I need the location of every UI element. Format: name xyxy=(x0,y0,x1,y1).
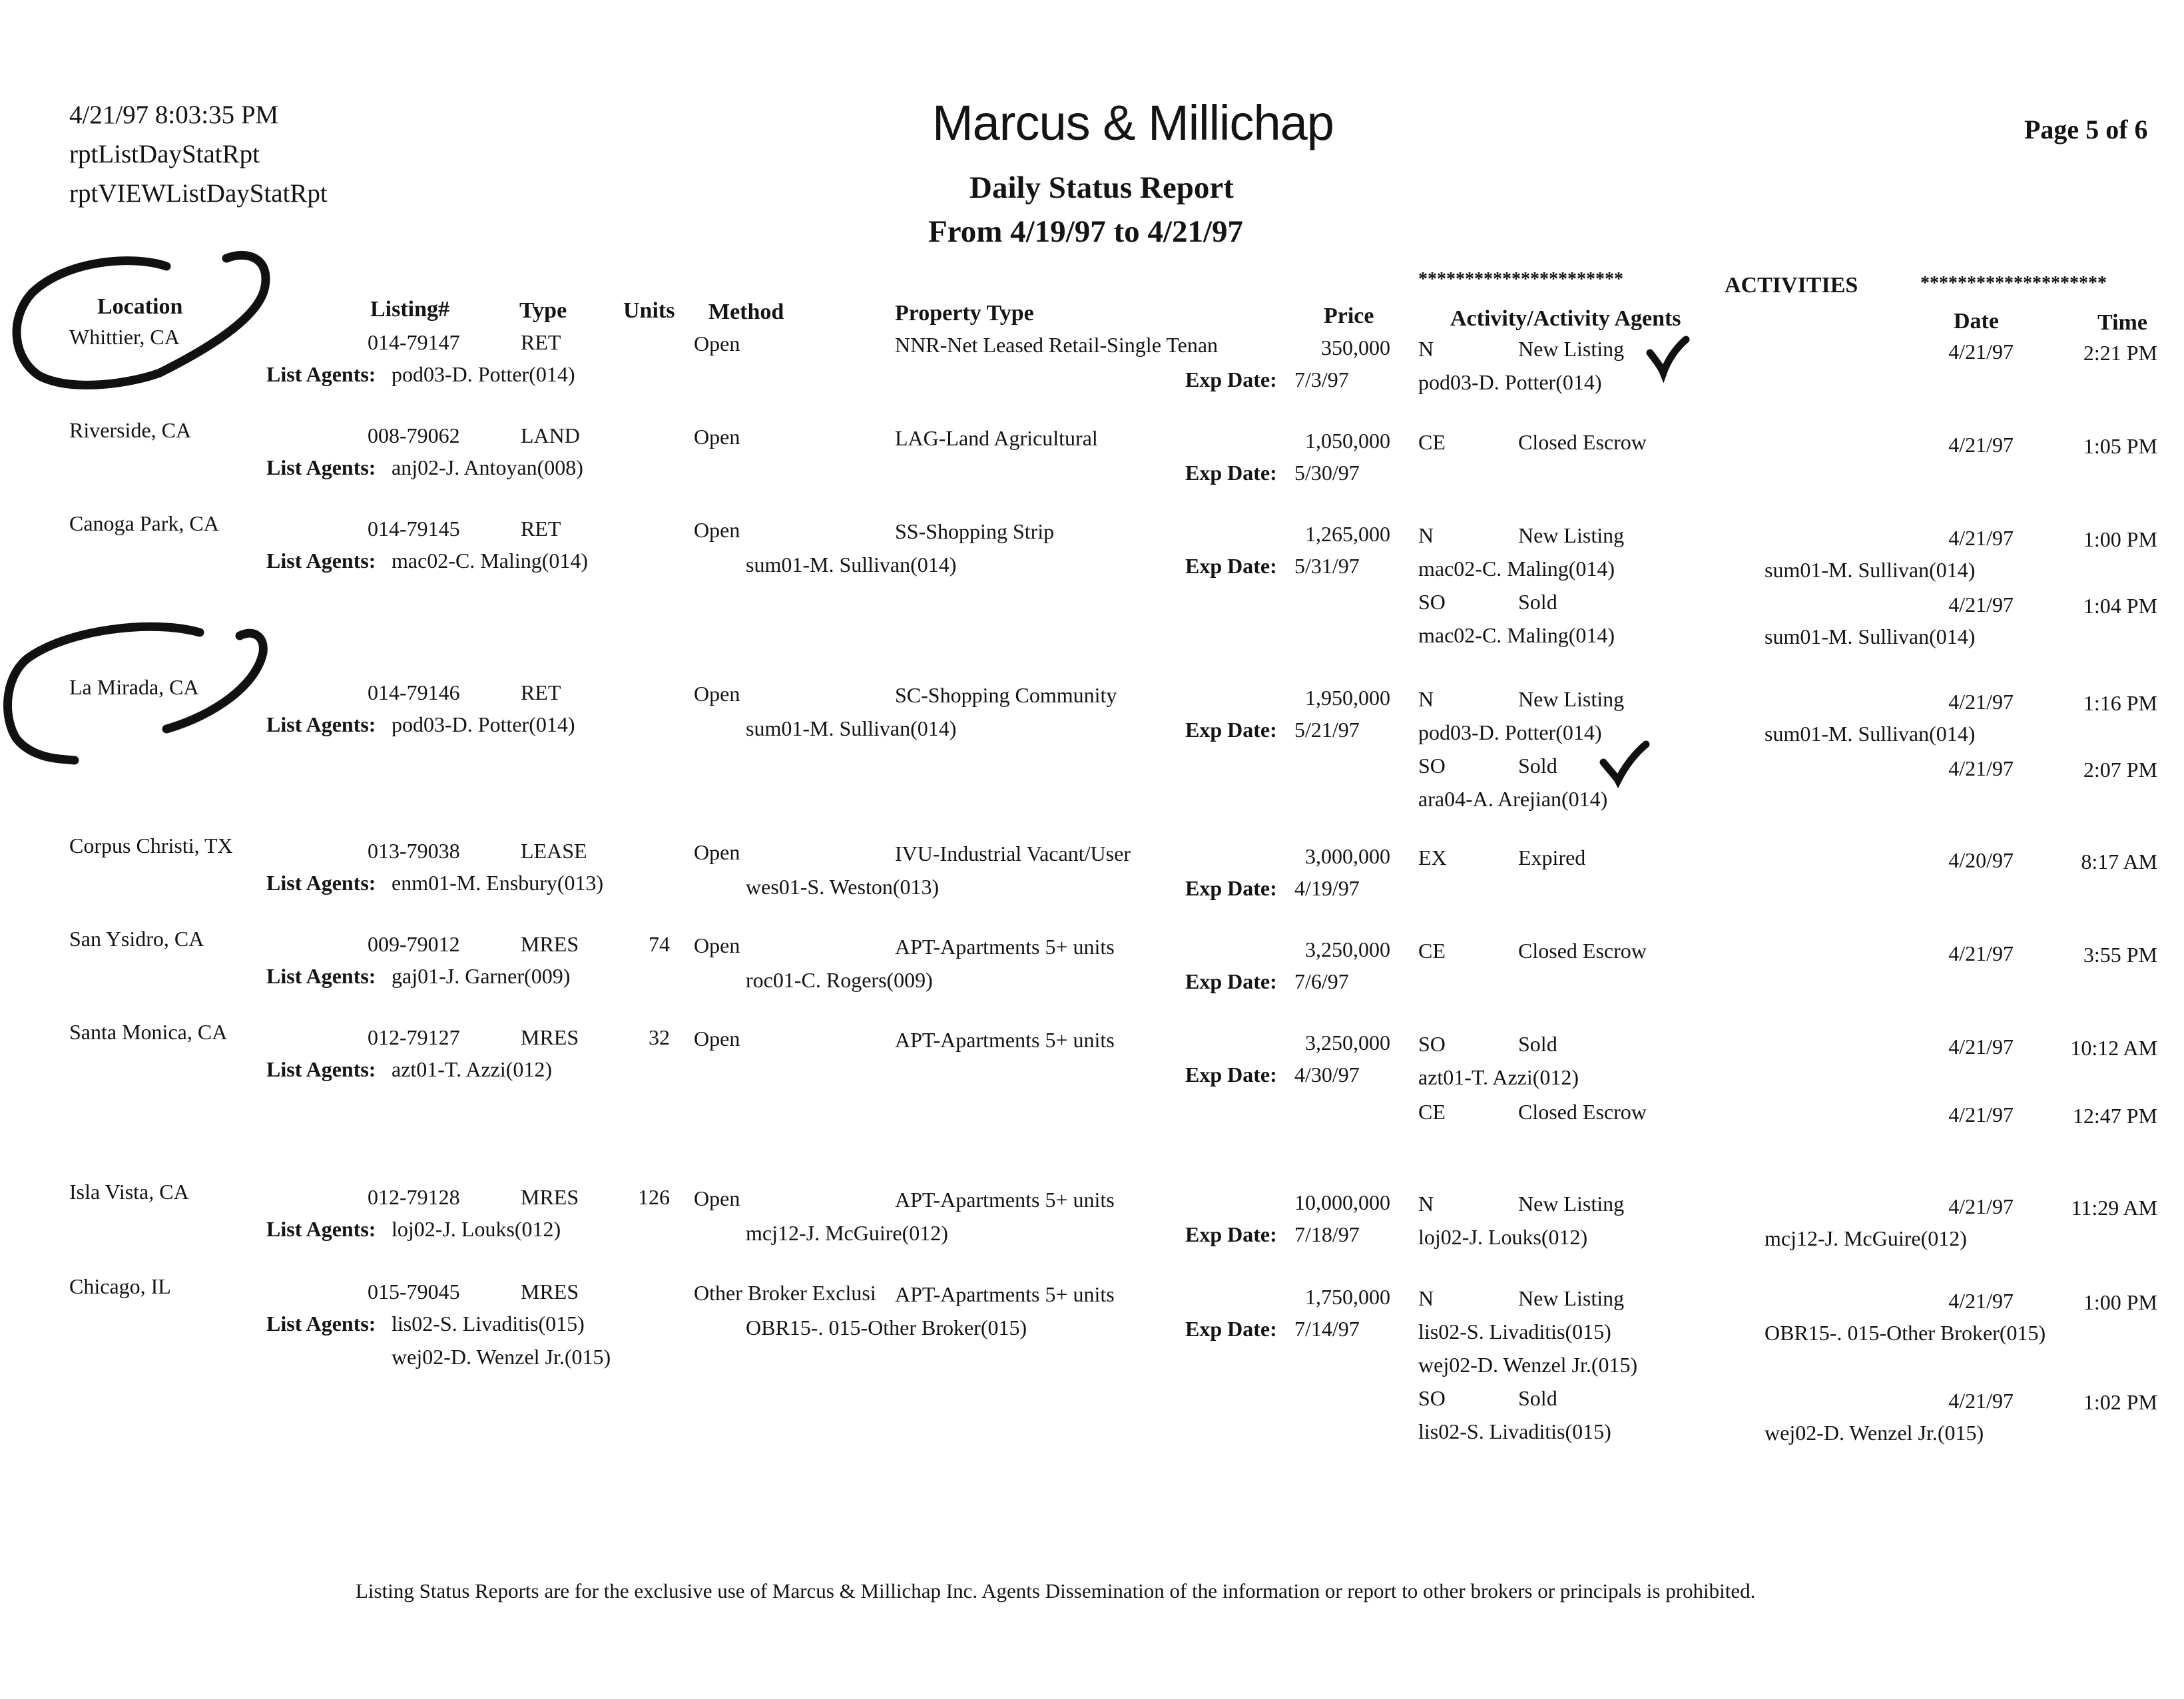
report-date-range: From 4/19/97 to 4/21/97 xyxy=(928,214,1244,249)
exp-date-value: 4/30/97 xyxy=(1294,1063,1360,1087)
listing-number: 012-79128 xyxy=(368,1185,460,1209)
listing-location: Corpus Christi, TX xyxy=(69,834,233,857)
activity-description: New Listing xyxy=(1518,1286,1625,1310)
listing-price: 3,000,000 xyxy=(1305,844,1390,868)
listing-location: La Mirada, CA xyxy=(69,675,199,699)
activity-agent: lis02-S. Livaditis(015) xyxy=(1418,1419,1611,1443)
activity-code: CE xyxy=(1418,939,1446,963)
exp-date-value: 5/21/97 xyxy=(1294,718,1360,742)
activity-time: 8:17 AM xyxy=(2081,850,2157,873)
list-agent-name: azt01-T. Azzi(012) xyxy=(392,1057,553,1081)
activity-description: Closed Escrow xyxy=(1518,1100,1647,1124)
activity-date: 4/21/97 xyxy=(1948,941,2014,965)
exp-date-value: 7/14/97 xyxy=(1294,1317,1360,1341)
listing-method: Other Broker Exclusi xyxy=(694,1281,876,1305)
list-agent-name: enm01-M. Ensbury(013) xyxy=(392,871,604,895)
listing-property-type: APT-Apartments 5+ units xyxy=(895,1028,1115,1052)
listing-type: RET xyxy=(521,517,561,541)
report-timestamp: 4/21/97 8:03:35 PM xyxy=(69,101,279,129)
activities-banner: ACTIVITIES xyxy=(1725,273,1858,298)
listing-number: 009-79012 xyxy=(368,932,460,956)
listing-price: 1,950,000 xyxy=(1305,686,1390,710)
exp-date-value: 5/30/97 xyxy=(1294,461,1360,485)
exp-date-value: 7/6/97 xyxy=(1294,969,1349,993)
activity-description: Sold xyxy=(1518,1032,1557,1056)
activity-date: 4/21/97 xyxy=(1948,1035,2014,1059)
col-location: Location xyxy=(97,294,183,319)
stars-right: ******************** xyxy=(1920,273,2107,294)
activity-time: 1:05 PM xyxy=(2083,434,2157,458)
list-agents-label: List Agents: xyxy=(266,549,376,573)
activity-agent-secondary: sum01-M. Sullivan(014) xyxy=(1765,558,1976,582)
listing-location: Whittier, CA xyxy=(69,325,180,349)
listing-price: 1,265,000 xyxy=(1305,522,1390,546)
exp-date-label: Exp Date: xyxy=(1185,718,1277,742)
activity-description: New Listing xyxy=(1518,1192,1625,1216)
listing-type: MRES xyxy=(521,932,579,956)
activity-code: EX xyxy=(1418,846,1447,869)
listing-property-type: LAG-Land Agricultural xyxy=(895,426,1098,450)
listing-type: RET xyxy=(521,680,561,704)
activity-time: 11:29 AM xyxy=(2071,1196,2157,1220)
col-method: Method xyxy=(708,300,784,324)
exp-date-label: Exp Date: xyxy=(1185,367,1277,391)
listing-price: 3,250,000 xyxy=(1305,937,1390,961)
activity-description: Expired xyxy=(1518,846,1586,869)
stars-left: ********************** xyxy=(1418,269,1623,290)
listing-property-type: SS-Shopping Strip xyxy=(895,519,1055,543)
exp-date-label: Exp Date: xyxy=(1185,554,1277,578)
activity-description: Sold xyxy=(1518,754,1557,778)
col-type: Type xyxy=(519,298,567,323)
listing-price: 1,750,000 xyxy=(1305,1285,1390,1309)
list-agent-name: lis02-S. Livaditis(015) xyxy=(392,1312,585,1335)
activity-code: N xyxy=(1418,523,1434,547)
activity-agent-tertiary: wej02-D. Wenzel Jr.(015) xyxy=(1418,1353,1638,1377)
listing-method: Open xyxy=(694,840,740,864)
activity-agent: loj02-J. Louks(012) xyxy=(1418,1225,1588,1249)
listing-property-type: APT-Apartments 5+ units xyxy=(895,935,1115,959)
activity-agent: pod03-D. Potter(014) xyxy=(1418,370,1602,394)
activity-code: N xyxy=(1418,1192,1434,1216)
page-number: Page 5 of 6 xyxy=(2024,115,2148,144)
check-mark-1 xyxy=(1650,340,1686,373)
list-agent-name: wej02-D. Wenzel Jr.(015) xyxy=(392,1345,611,1369)
listing-property-type: NNR-Net Leased Retail-Single Tenan xyxy=(895,333,1219,357)
circle-mark-whittier xyxy=(17,255,266,385)
activity-description: New Listing xyxy=(1518,523,1625,547)
activity-date: 4/21/97 xyxy=(1948,1102,2014,1126)
activity-agent: mac02-C. Maling(014) xyxy=(1418,623,1615,647)
listing-method: Open xyxy=(694,1186,740,1210)
activity-agent-secondary: OBR15-. 015-Other Broker(015) xyxy=(1765,1321,2046,1345)
activity-code: SO xyxy=(1418,590,1446,614)
listing-price: 10,000,000 xyxy=(1294,1190,1390,1214)
activity-date: 4/21/97 xyxy=(1948,1289,2014,1313)
listing-location: Chicago, IL xyxy=(69,1274,171,1298)
report-view-id: rptVIEWListDayStatRpt xyxy=(69,179,328,208)
activity-code: N xyxy=(1418,337,1434,361)
listing-number: 014-79146 xyxy=(368,680,460,704)
exp-date-label: Exp Date: xyxy=(1185,876,1277,900)
activity-agent-secondary: sum01-M. Sullivan(014) xyxy=(1765,722,1976,746)
activity-agent: ara04-A. Arejian(014) xyxy=(1418,787,1608,811)
listing-units: 126 xyxy=(638,1185,670,1209)
activity-agent: mac02-C. Maling(014) xyxy=(1418,557,1615,581)
col-price: Price xyxy=(1324,304,1374,328)
co-agent-name: sum01-M. Sullivan(014) xyxy=(746,716,957,740)
listing-property-type: APT-Apartments 5+ units xyxy=(895,1282,1115,1306)
exp-date-label: Exp Date: xyxy=(1185,1063,1277,1087)
circle-mark-la-mirada xyxy=(7,626,263,760)
activity-time: 2:21 PM xyxy=(2083,341,2157,365)
activity-agent-secondary: mcj12-J. McGuire(012) xyxy=(1765,1226,1967,1250)
list-agents-label: List Agents: xyxy=(266,964,376,988)
listing-type: LAND xyxy=(521,423,580,447)
activity-date: 4/21/97 xyxy=(1948,690,2014,714)
col-units: Units xyxy=(623,298,675,323)
listing-type: LEASE xyxy=(521,839,587,863)
list-agents-label: List Agents: xyxy=(266,455,376,479)
listing-number: 012-79127 xyxy=(368,1025,460,1049)
listing-method: Open xyxy=(694,1027,740,1051)
exp-date-value: 5/31/97 xyxy=(1294,554,1360,578)
activity-code: SO xyxy=(1418,1032,1446,1056)
listing-units: 32 xyxy=(649,1025,670,1049)
exp-date-label: Exp Date: xyxy=(1185,1222,1277,1246)
activity-time: 10:12 AM xyxy=(2070,1036,2157,1060)
disclaimer: Listing Status Reports are for the exclusive use of Marcus & Millichap Inc. Agents Dissemination of the information or report to other brokers or principals is prohibited. xyxy=(356,1579,1756,1602)
activity-time: 1:00 PM xyxy=(2083,1290,2157,1314)
activity-code: CE xyxy=(1418,1100,1446,1124)
listing-number: 015-79045 xyxy=(368,1280,460,1304)
activity-date: 4/21/97 xyxy=(1948,756,2014,780)
col-date: Date xyxy=(1954,309,1999,334)
list-agents-label: List Agents: xyxy=(266,871,376,895)
activity-time: 2:07 PM xyxy=(2083,758,2157,782)
activity-description: Closed Escrow xyxy=(1518,430,1647,454)
listing-property-type: APT-Apartments 5+ units xyxy=(895,1188,1115,1212)
activity-time: 1:00 PM xyxy=(2083,527,2157,551)
listing-price: 3,250,000 xyxy=(1305,1031,1390,1055)
co-agent-name: sum01-M. Sullivan(014) xyxy=(746,553,957,577)
listing-type: MRES xyxy=(521,1185,579,1209)
listing-method: Open xyxy=(694,332,740,356)
activity-code: SO xyxy=(1418,754,1446,778)
activity-description: Sold xyxy=(1518,590,1557,614)
co-agent-name: mcj12-J. McGuire(012) xyxy=(746,1221,948,1245)
report-title: Daily Status Report xyxy=(969,170,1234,205)
activity-description: New Listing xyxy=(1518,687,1625,711)
co-agent-name: OBR15-. 015-Other Broker(015) xyxy=(746,1316,1027,1339)
listing-price: 1,050,000 xyxy=(1305,429,1390,453)
list-agent-name: loj02-J. Louks(012) xyxy=(392,1217,561,1241)
activity-date: 4/21/97 xyxy=(1948,526,2014,550)
activity-date: 4/21/97 xyxy=(1948,340,2014,364)
col-activity-agents: Activity/Activity Agents xyxy=(1450,306,1681,331)
list-agents-label: List Agents: xyxy=(266,1312,376,1335)
listing-type: MRES xyxy=(521,1280,579,1304)
list-agent-name: pod03-D. Potter(014) xyxy=(392,712,575,736)
col-time: Time xyxy=(2097,310,2147,335)
col-property-type: Property Type xyxy=(895,301,1034,326)
list-agent-name: pod03-D. Potter(014) xyxy=(392,362,575,386)
activity-time: 3:55 PM xyxy=(2083,943,2157,967)
activity-time: 1:16 PM xyxy=(2083,691,2157,715)
activity-date: 4/21/97 xyxy=(1948,593,2014,616)
exp-date-value: 7/3/97 xyxy=(1294,367,1349,391)
check-mark-2 xyxy=(1603,744,1646,780)
listing-method: Open xyxy=(694,682,740,706)
list-agent-name: gaj01-J. Garner(009) xyxy=(392,964,571,988)
co-agent-name: wes01-S. Weston(013) xyxy=(746,875,940,899)
list-agents-label: List Agents: xyxy=(266,1057,376,1081)
exp-date-label: Exp Date: xyxy=(1185,461,1277,485)
listing-units: 74 xyxy=(649,932,670,956)
listing-number: 008-79062 xyxy=(368,423,460,447)
list-agents-label: List Agents: xyxy=(266,1217,376,1241)
company-logo: Marcus & Millichap xyxy=(932,95,1334,150)
co-agent-name: roc01-C. Rogers(009) xyxy=(746,968,933,992)
exp-date-value: 4/19/97 xyxy=(1294,876,1360,900)
exp-date-label: Exp Date: xyxy=(1185,969,1277,993)
activity-agent-secondary: sum01-M. Sullivan(014) xyxy=(1765,624,1976,648)
listing-method: Open xyxy=(694,425,740,449)
listing-number: 014-79147 xyxy=(368,330,460,354)
listing-price: 350,000 xyxy=(1321,336,1390,360)
activity-date: 4/21/97 xyxy=(1948,1389,2014,1413)
activity-agent: lis02-S. Livaditis(015) xyxy=(1418,1320,1611,1343)
listing-location: Canoga Park, CA xyxy=(69,511,219,535)
listing-type: MRES xyxy=(521,1025,579,1049)
listing-location: Riverside, CA xyxy=(69,418,192,442)
activity-date: 4/21/97 xyxy=(1948,433,2014,457)
listing-location: Santa Monica, CA xyxy=(69,1020,228,1044)
listing-number: 014-79145 xyxy=(368,517,460,541)
activity-time: 1:02 PM xyxy=(2083,1390,2157,1414)
exp-date-value: 7/18/97 xyxy=(1294,1222,1360,1246)
activity-date: 4/21/97 xyxy=(1948,1194,2014,1218)
activity-agent: azt01-T. Azzi(012) xyxy=(1418,1065,1579,1089)
activity-code: N xyxy=(1418,687,1434,711)
activity-agent-secondary: wej02-D. Wenzel Jr.(015) xyxy=(1765,1421,1984,1445)
activity-code: N xyxy=(1418,1286,1434,1310)
list-agents-label: List Agents: xyxy=(266,712,376,736)
exp-date-label: Exp Date: xyxy=(1185,1317,1277,1341)
activity-description: New Listing xyxy=(1518,337,1625,361)
listing-number: 013-79038 xyxy=(368,839,460,863)
list-agent-name: mac02-C. Maling(014) xyxy=(392,549,589,573)
activity-time: 12:47 PM xyxy=(2072,1104,2157,1128)
listing-type: RET xyxy=(521,330,561,354)
listing-method: Open xyxy=(694,933,740,957)
activity-description: Sold xyxy=(1518,1386,1557,1410)
list-agents-label: List Agents: xyxy=(266,362,376,386)
activity-code: CE xyxy=(1418,430,1446,454)
listing-location: Isla Vista, CA xyxy=(69,1180,189,1204)
listing-method: Open xyxy=(694,518,740,542)
list-agent-name: anj02-J. Antoyan(008) xyxy=(392,455,583,479)
listing-property-type: IVU-Industrial Vacant/User xyxy=(895,842,1131,865)
activity-time: 1:04 PM xyxy=(2083,594,2157,618)
listing-property-type: SC-Shopping Community xyxy=(895,683,1117,707)
col-listing: Listing# xyxy=(370,297,450,322)
activity-code: SO xyxy=(1418,1386,1446,1410)
report-id: rptListDayStatRpt xyxy=(69,140,260,168)
listing-location: San Ysidro, CA xyxy=(69,927,204,951)
activity-description: Closed Escrow xyxy=(1518,939,1647,963)
activity-agent: pod03-D. Potter(014) xyxy=(1418,720,1602,744)
activity-date: 4/20/97 xyxy=(1948,848,2014,872)
